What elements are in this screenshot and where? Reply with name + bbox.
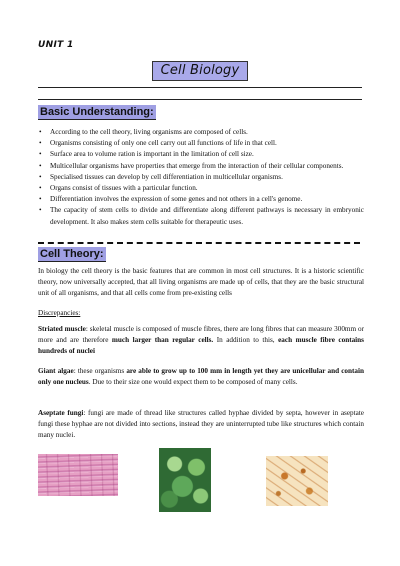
discrepancies-label: Discrepancies: bbox=[38, 309, 81, 317]
divider-top bbox=[38, 87, 362, 88]
bullet-item: • Multicellular organisms have properties that emerge from the interaction of their cellular components. bbox=[38, 161, 364, 172]
unit-label: UNIT 1 bbox=[38, 40, 74, 50]
bullet-item: • According to the cell theory, living organisms are composed of cells. bbox=[38, 127, 364, 138]
striated-muscle-image bbox=[38, 454, 118, 496]
bullet-item: • Differentiation involves the expression of some genes and not others in a cell's genome. bbox=[38, 194, 364, 205]
page-title: Cell Biology bbox=[152, 61, 249, 81]
bullet-item: • Organs consist of tissues with a particular function. bbox=[38, 183, 364, 194]
paragraph-striated-muscle: Striated muscle: skeletal muscle is composed of muscle fibres, there are long fibres that can measure 300mm or more and are therefore much larger than regular cells. In addition to this, each muscle fibre contains hundreds of nuclei bbox=[38, 325, 364, 356]
section-heading-basic: Basic Understanding: bbox=[40, 106, 154, 118]
giant-algae-image bbox=[159, 448, 211, 512]
section-heading-cell-theory: Cell Theory: bbox=[40, 248, 104, 260]
title-container bbox=[0, 61, 400, 81]
bullet-item: • Surface area to volume ration is important in the limitation of cell size. bbox=[38, 149, 364, 160]
bullet-item: • Organisms consisting of only one cell carry out all functions of life in that cell. bbox=[38, 138, 364, 149]
dashed-divider bbox=[38, 242, 360, 244]
aseptate-fungi-image bbox=[266, 456, 328, 506]
paragraph-giant-algae: Giant algae: these organisms are able to grow up to 100 mm in length yet they are unicellular and contain only one nucleus. Due to their size one would expect them to be composed of many cells. bbox=[38, 367, 364, 387]
paragraph-aseptate-fungi: Aseptate fungi: fungi are made of thread like structures called hyphae divided by septa, however in aseptate fungi these hyphae are not divided into sections, instead they are uninterrupted tube like structures which contain many nuclei. bbox=[38, 409, 364, 440]
divider-second bbox=[38, 99, 362, 100]
term-giant-algae: Giant algae bbox=[38, 367, 74, 375]
bullet-item: • The capacity of stem cells to divide and differentiate along different pathways is necessary in embryonic development. It also makes stem cells suitable for therapeutic uses. bbox=[38, 205, 364, 227]
bullet-item: • Specialised tissues can develop by cell differentiation in multicellular organisms. bbox=[38, 172, 364, 183]
basic-bullet-list bbox=[38, 127, 364, 228]
cell-theory-intro: In biology the cell theory is the basic features that are common in most cell structures. It is a historic scientific theory, now universally accepted, that all living organisms are made up of cells, that they are the basic structural unit of all organisms, and that all cells come from pre-existing cells bbox=[38, 267, 364, 298]
term-striated-muscle: Striated muscle bbox=[38, 325, 86, 333]
term-aseptate-fungi: Aseptate fungi bbox=[38, 409, 84, 417]
